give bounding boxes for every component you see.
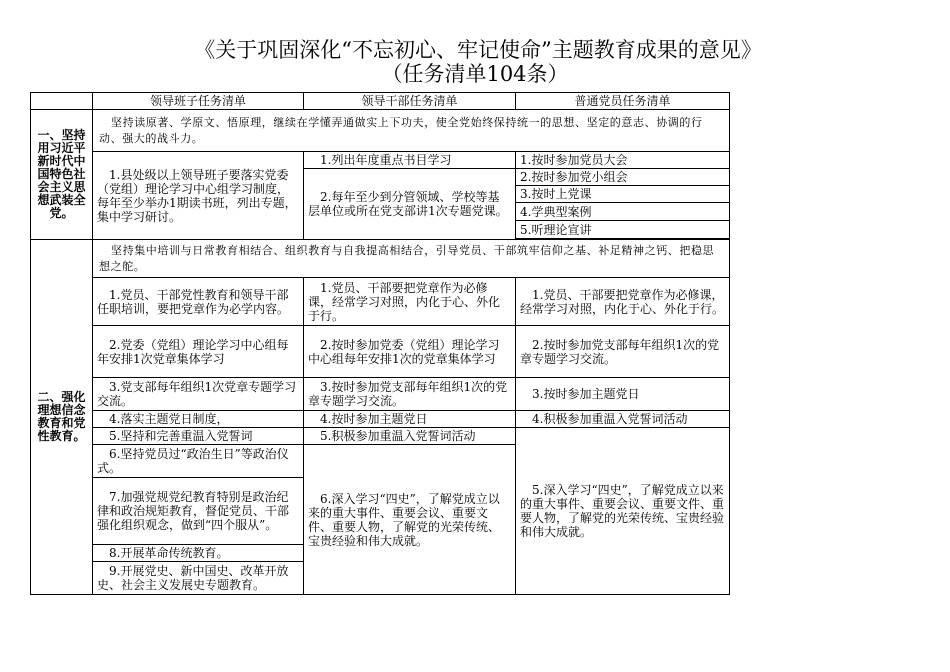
section-1-intro: 坚持读原著、学原文、悟原理，继续在学懂弄通做实上下功夫，使全党始终保持统一的思想、坚定的意志、协调的行动、强大的战斗力。 bbox=[93, 110, 730, 152]
s2-team-task-1: 1.党员、干部党性教育和领导干部任职培训，要把党章作为必学内容。 bbox=[93, 278, 304, 326]
document-subtitle: （任务清单104条） bbox=[381, 62, 569, 86]
s2-member-task-1: 1.党员、干部要把党章作为必修课，经常学习对照，内化于心、外化于行。 bbox=[516, 278, 730, 326]
s1-member-task-3: 3.按时上党课 bbox=[516, 186, 730, 203]
s2-team-task-7: 7.加强党规党纪教育特别是政治纪律和政治规矩教育，督促党员、干部强化组织观念，做到“四个服从”。 bbox=[93, 478, 304, 545]
header-leadership-team: 领导班子任务清单 bbox=[93, 93, 304, 110]
section-1-label: 一、坚持用习近平新时代中国特色社会主义思想武装全党。 bbox=[31, 110, 93, 240]
s2-cadre-task-5: 5.积极参加重温入党誓词活动 bbox=[304, 428, 516, 445]
s1-team-task-1: 1.县处级以上领导班子要落实党委（党组）理论学习中心组学习制度，每年至少举办1期读书班，列出专题，集中学习研讨。 bbox=[93, 152, 304, 240]
s2-cadre-task-6: 6.深入学习“四史”，了解党成立以来的重大事件、重要会议、重要文件、重要人物，了解党的光荣传统、宝贵经验和伟大成就。 bbox=[304, 445, 516, 595]
section-2-label: 二、强化理想信念教育和党性教育。 bbox=[31, 240, 93, 595]
header-leading-cadres: 领导干部任务清单 bbox=[304, 93, 516, 110]
s1-member-task-2: 2.按时参加党小组会 bbox=[516, 169, 730, 186]
s2-member-task-3: 3.按时参加主题党日 bbox=[516, 378, 730, 411]
section-2-intro: 坚持集中培训与日常教育相结合、组织教育与自我提高相结合，引导党员、干部筑牢信仰之基、补足精神之钙、把稳思想之舵。 bbox=[93, 240, 730, 278]
s2-team-task-2: 2.党委（党组）理论学习中心组每年安排1次党章集体学习 bbox=[93, 326, 304, 378]
s2-team-task-4: 4.落实主题党日制度， bbox=[93, 411, 304, 428]
s1-member-task-5: 5.听理论宣讲 bbox=[516, 221, 730, 239]
s2-member-task-5: 5.深入学习“四史”，了解党成立以来的重大事件、重要会议、重要文件、重要人物，了解党的光荣传统、宝贵经验和伟大成就。 bbox=[516, 428, 730, 595]
s2-member-task-4: 4.积极参加重温入党誓词活动 bbox=[516, 411, 730, 428]
s2-member-task-2: 2.按时参加党支部每年组织1次的党章专题学习交流。 bbox=[516, 326, 730, 378]
s2-team-task-8: 8.开展革命传统教育。 bbox=[93, 545, 304, 562]
document-title: 《关于巩固深化“不忘初心、牢记使命”主题教育成果的意见》 bbox=[194, 38, 762, 62]
header-blank bbox=[31, 93, 93, 110]
s1-cadre-task-1: 1.列出年度重点书目学习 bbox=[304, 152, 516, 169]
s2-cadre-task-3: 3.按时参加党支部每年组织1次的党章专题学习交流。 bbox=[304, 378, 516, 411]
s2-cadre-task-1: 1.党员、干部要把党章作为必修课，经常学习对照，内化于心、外化于行。 bbox=[304, 278, 516, 326]
s2-team-task-6: 6.坚持党员过“政治生日”等政治仪式。 bbox=[93, 445, 304, 478]
s2-cadre-task-4: 4.按时参加主题党日 bbox=[304, 411, 516, 428]
s2-team-task-5: 5.坚持和完善重温入党誓词 bbox=[93, 428, 304, 445]
s1-member-task-1: 1.按时参加党员大会 bbox=[516, 152, 730, 169]
s2-team-task-3: 3.党支部每年组织1次党章专题学习交流。 bbox=[93, 378, 304, 411]
task-list-table bbox=[30, 92, 730, 595]
s2-cadre-task-2: 2.按时参加党委（党组）理论学习中心组每年安排1次的党章集体学习 bbox=[304, 326, 516, 378]
s2-team-task-9: 9.开展党史、新中国史、改革开放史、社会主义发展史专题教育。 bbox=[93, 562, 304, 595]
s1-cadre-task-2: 2.每年至少到分管领域、学校等基层单位或所在党支部讲1次专题党课。 bbox=[304, 169, 516, 240]
header-ordinary-members: 普通党员任务清单 bbox=[516, 93, 730, 110]
s1-member-task-4: 4.学典型案例 bbox=[516, 203, 730, 221]
